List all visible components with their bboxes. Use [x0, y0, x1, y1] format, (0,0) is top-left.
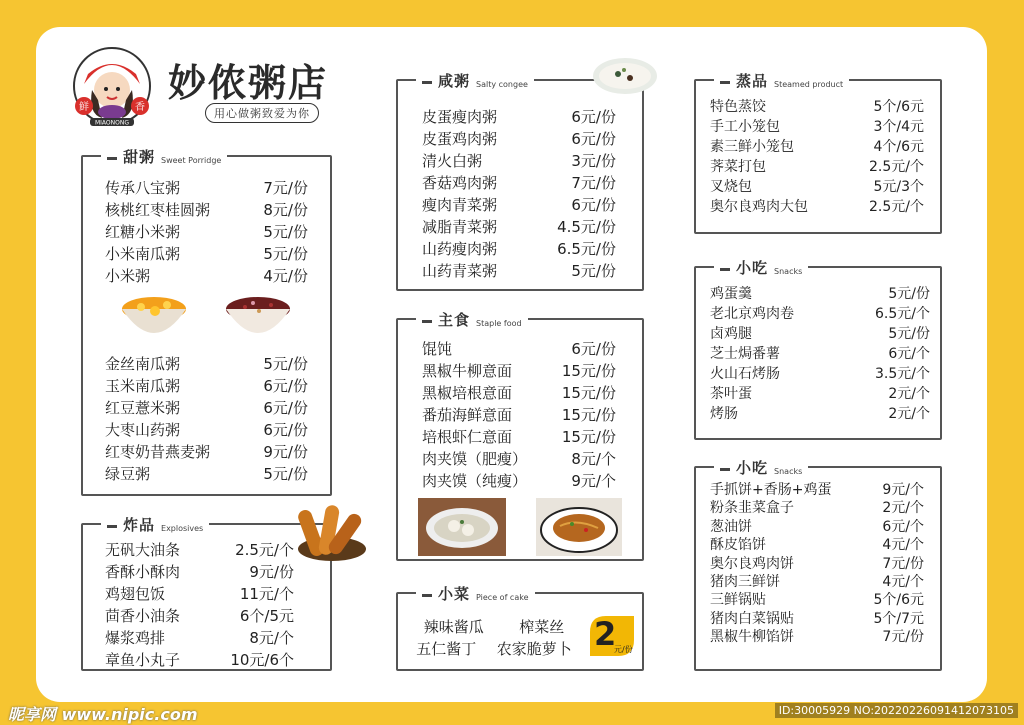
- menu-item: [710, 610, 924, 628]
- congee-bowl-icon: [590, 52, 660, 108]
- menu-item-name: 传承八宝粥: [105, 179, 181, 197]
- menu-item: [105, 243, 308, 265]
- menu-item: [710, 304, 930, 324]
- menu-item: [710, 573, 924, 591]
- menu-item-price: 2元/个: [888, 406, 930, 422]
- menu-item-name: 黑椒牛柳意面: [422, 362, 513, 380]
- menu-item: [422, 426, 616, 448]
- menu-item-name: 叉烧包: [710, 179, 752, 195]
- menu-item: [422, 194, 616, 216]
- menu-item-price: 11元/个: [239, 585, 294, 603]
- menu-item-name: 手工小笼包: [710, 119, 780, 135]
- menu-item: [105, 419, 308, 441]
- menu-item: [710, 404, 930, 424]
- menu-item-price: 6元/个: [888, 346, 930, 362]
- menu-item-name: 老北京鸡肉卷: [710, 306, 794, 322]
- section-title: 蒸品 Steamed product: [714, 70, 849, 91]
- menu-item: [710, 481, 924, 499]
- menu-item-price: 5个/6元: [873, 592, 924, 609]
- wonton-photo-icon: [418, 498, 506, 556]
- menu-item-name: 烤肠: [710, 406, 738, 422]
- menu-item-name: 火山石烤肠: [710, 366, 780, 382]
- menu-item-price: 4元/个: [882, 574, 924, 591]
- logo-text-right: 香: [135, 102, 145, 113]
- menu-item-price: 15元/份: [561, 384, 616, 402]
- menu-item: [422, 382, 616, 404]
- menu-item-price: 9元/个: [882, 482, 924, 498]
- menu-item-price: 8元/份: [263, 201, 308, 219]
- menu-item-price: 农家脆萝卜: [496, 640, 572, 658]
- section-title: 炸品 Explosives: [101, 514, 209, 535]
- menu-item: [710, 364, 930, 384]
- menu-item-price: 5元/份: [263, 223, 308, 241]
- menu-item: [710, 384, 930, 404]
- menu-item-price: 9元/个: [571, 472, 616, 490]
- menu-item: [710, 344, 930, 364]
- menu-item-name: 减脂青菜粥: [422, 218, 498, 236]
- menu-item-price: 5元/份: [263, 355, 308, 373]
- menu-item-name: 鸡翅包饭: [105, 585, 166, 603]
- menu-item-name: 素三鲜小笼包: [710, 139, 794, 155]
- menu-item: [710, 628, 924, 646]
- menu-item-name: 山药青菜粥: [422, 262, 498, 280]
- menu-item-price: 6元/份: [263, 377, 308, 395]
- menu-item-price: 6元/份: [571, 108, 616, 126]
- menu-item-price: 6个/5元: [239, 607, 294, 625]
- menu-item-name: 肉夹馍（纯瘦）: [422, 472, 528, 490]
- menu-item: [710, 197, 924, 217]
- menu-item-price: 15元/份: [561, 406, 616, 424]
- menu-item: [105, 199, 308, 221]
- menu-item: [422, 448, 616, 470]
- menu-item: [105, 605, 294, 627]
- menu-item: [406, 616, 582, 638]
- menu-item: [105, 441, 308, 463]
- menu-item-price: 6.5元/份: [557, 240, 616, 258]
- menu-item-price: 8元/个: [249, 629, 294, 647]
- menu-item-price: 4元/个: [882, 537, 924, 554]
- shop-name: 妙侬粥店: [168, 60, 329, 105]
- menu-item: [406, 638, 582, 660]
- salty-congee-section: [396, 72, 644, 291]
- menu-item-name: 茴香小油条: [105, 607, 181, 625]
- section-title: 甜粥 Sweet Porridge: [101, 146, 227, 167]
- menu-item: [710, 117, 924, 137]
- menu-item-price: 9元/份: [263, 443, 308, 461]
- menu-item-price: 5个/6元: [873, 99, 924, 115]
- price-unit: 元/份: [614, 645, 633, 654]
- menu-item-price: 5元/份: [263, 245, 308, 263]
- logo-text-left: 鲜: [79, 102, 89, 113]
- menu-item-name: 辣味酱瓜: [423, 618, 484, 636]
- menu-item: [710, 536, 924, 554]
- menu-item: [710, 97, 924, 117]
- menu-item-price: 5个/7元: [873, 610, 924, 627]
- menu-item: [105, 649, 294, 671]
- menu-item-name: 玉米南瓜粥: [105, 377, 181, 395]
- menu-item-price: 9元/份: [249, 563, 294, 581]
- menu-item-name: 茶叶蛋: [710, 386, 752, 402]
- menu-item-name: 馄饨: [422, 340, 453, 358]
- section-title: 咸粥 Salty congee: [416, 70, 534, 91]
- menu-item: [105, 177, 308, 199]
- menu-item-name: 小米南瓜粥: [105, 245, 181, 263]
- menu-item-name: 绿豆粥: [105, 465, 151, 483]
- menu-item-name: 手抓饼+香肠+鸡蛋: [710, 482, 832, 498]
- menu-item-price: 2元/个: [888, 386, 930, 402]
- menu-item-name: 培根虾仁意面: [422, 428, 513, 446]
- menu-item-name: 葱油饼: [710, 518, 752, 535]
- redbean-porridge-bowl-icon: [223, 287, 293, 347]
- menu-item-name: 三鲜锅贴: [710, 592, 766, 609]
- menu-item-price: 7元/份: [882, 555, 924, 572]
- side-dish-price-badge: [584, 610, 640, 666]
- menu-item: [105, 221, 308, 243]
- menu-item: [422, 172, 616, 194]
- section-title: 小吃 Snacks: [714, 257, 808, 278]
- menu-item: [422, 470, 616, 492]
- menu-item: [105, 463, 308, 485]
- menu-item-name: 皮蛋瘦肉粥: [422, 108, 498, 126]
- menu-item-price: 2.5元/个: [869, 159, 924, 175]
- menu-item-name: 鸡蛋羹: [710, 286, 752, 302]
- menu-item-name: 红豆薏米粥: [105, 399, 181, 417]
- sweet-porridge-section: [81, 148, 332, 496]
- menu-item: [105, 627, 294, 649]
- menu-item-name: 奥尔良鸡肉大包: [710, 199, 808, 215]
- menu-item-price: 7元/份: [263, 179, 308, 197]
- menu-item-price: 6元/份: [571, 340, 616, 358]
- menu-item: [105, 375, 308, 397]
- menu-item-name: 卤鸡腿: [710, 326, 752, 342]
- menu-item: [422, 338, 616, 360]
- menu-item-name: 荠菜打包: [710, 159, 766, 175]
- menu-item-price: 7元/份: [571, 174, 616, 192]
- menu-item-price: 10元/6个: [230, 651, 294, 669]
- menu-item: [105, 583, 294, 605]
- menu-item-price: 5元/份: [263, 465, 308, 483]
- menu-item: [105, 353, 308, 375]
- menu-item-price: 6.5元/个: [875, 306, 930, 322]
- menu-item-price: 6元/份: [571, 196, 616, 214]
- menu-item-name: 章鱼小丸子: [105, 651, 181, 669]
- menu-item: [710, 591, 924, 609]
- menu-item-name: 瘦肉青菜粥: [422, 196, 498, 214]
- menu-item-name: 番茄海鲜意面: [422, 406, 513, 424]
- menu-item-name: 小米粥: [105, 267, 151, 285]
- menu-item-price: 6元/份: [571, 130, 616, 148]
- menu-item: [710, 518, 924, 536]
- menu-item-name: 香酥小酥肉: [105, 563, 181, 581]
- price-big-number: 2: [594, 615, 617, 653]
- menu-item-price: 8元/个: [571, 450, 616, 468]
- menu-item-name: 清火白粥: [422, 152, 483, 170]
- menu-item-name: 红枣奶昔燕麦粥: [105, 443, 211, 461]
- watermark-right: ID:30005929 NO:20220226091412073105: [775, 703, 1018, 718]
- menu-item: [422, 260, 616, 282]
- fried-dough-sticks-icon: [292, 497, 372, 567]
- menu-item-price: 2.5元/个: [869, 199, 924, 215]
- menu-item: [105, 397, 308, 419]
- menu-item: [105, 561, 294, 583]
- menu-item-price: 4.5元/份: [557, 218, 616, 236]
- menu-item-price: 4元/份: [263, 267, 308, 285]
- section-title: 小菜 Piece of cake: [416, 583, 535, 604]
- menu-item-name: 核桃红枣桂圆粥: [105, 201, 211, 219]
- mascot-logo-icon: [62, 44, 162, 128]
- menu-item: [422, 128, 616, 150]
- menu-item-name: 奥尔良鸡肉饼: [710, 555, 794, 572]
- pumpkin-porridge-bowl-icon: [119, 287, 189, 347]
- menu-item-price: 15元/份: [561, 428, 616, 446]
- menu-item-name: 酥皮馅饼: [710, 537, 766, 554]
- menu-item-name: 黑椒牛柳馅饼: [710, 629, 794, 646]
- section-title: 小吃 Snacks: [714, 457, 808, 478]
- menu-item: [710, 555, 924, 573]
- menu-item-name: 芝士焗番薯: [710, 346, 780, 362]
- staple-food-section: [396, 311, 644, 561]
- menu-item: [422, 238, 616, 260]
- snacks-section-1: [694, 259, 942, 440]
- menu-item-price: 5元/3个: [873, 179, 924, 195]
- menu-item-name: 皮蛋鸡肉粥: [422, 130, 498, 148]
- menu-item: [422, 360, 616, 382]
- menu-item: [710, 324, 930, 344]
- section-title: 主食 Staple food: [416, 309, 528, 330]
- menu-item: [422, 150, 616, 172]
- snacks-section-2: [694, 459, 942, 671]
- menu-item-price: 15元/份: [561, 362, 616, 380]
- menu-item-price: 6元/个: [882, 518, 924, 535]
- menu-item: [422, 106, 616, 128]
- menu-item-price: 3个/4元: [873, 119, 924, 135]
- menu-item-price: 2元/个: [882, 500, 924, 517]
- menu-item-price: 5元/份: [888, 286, 930, 302]
- menu-item-price: 2.5元/个: [235, 541, 294, 559]
- menu-item-name: 山药瘦肉粥: [422, 240, 498, 258]
- menu-item: [422, 404, 616, 426]
- menu-item-name: 黑椒培根意面: [422, 384, 513, 402]
- menu-item-name: 大枣山药粥: [105, 421, 181, 439]
- menu-item: [105, 265, 308, 287]
- menu-item-price: 4个/6元: [873, 139, 924, 155]
- menu-item-name: 猪肉白菜锅贴: [710, 610, 794, 627]
- shop-slogan: 用心做粥致爱为你: [205, 103, 319, 123]
- menu-item-name: 金丝南瓜粥: [105, 355, 181, 373]
- pasta-photo-icon: [536, 498, 622, 556]
- menu-item-name: 无矾大油条: [105, 541, 181, 559]
- menu-item-name: 特色蒸饺: [710, 99, 766, 115]
- menu-item-price: 5元/份: [888, 326, 930, 342]
- menu-item-price: 6元/份: [263, 399, 308, 417]
- menu-item-name: 粉条韭菜盒子: [710, 500, 794, 517]
- menu-item-price: 6元/份: [263, 421, 308, 439]
- menu-item-price: 5元/份: [571, 262, 616, 280]
- watermark-bar: [0, 700, 1024, 724]
- menu-item: [422, 216, 616, 238]
- steamed-section: [694, 72, 942, 234]
- menu-item: [710, 137, 924, 157]
- menu-item: [710, 177, 924, 197]
- menu-item-name: 爆浆鸡排: [105, 629, 166, 647]
- menu-item-price: 榨菜丝: [519, 618, 565, 636]
- menu-item-name: 肉夹馍（肥瘦）: [422, 450, 528, 468]
- menu-item: [710, 499, 924, 517]
- menu-item: [105, 539, 294, 561]
- menu-item-price: 7元/份: [882, 629, 924, 646]
- menu-item: [710, 284, 930, 304]
- menu-item-name: 香菇鸡肉粥: [422, 174, 498, 192]
- menu-item-name: 红糖小米粥: [105, 223, 181, 241]
- menu-item-name: 五仁酱丁: [416, 640, 477, 658]
- menu-item-name: 猪肉三鲜饼: [710, 574, 780, 591]
- menu-item-price: 3.5元/个: [875, 366, 930, 382]
- logo-caption: MIAONONG: [94, 119, 130, 127]
- menu-item: [710, 157, 924, 177]
- menu-item-price: 3元/份: [571, 152, 616, 170]
- watermark-left: 昵享网 www.nipic.com: [8, 705, 198, 724]
